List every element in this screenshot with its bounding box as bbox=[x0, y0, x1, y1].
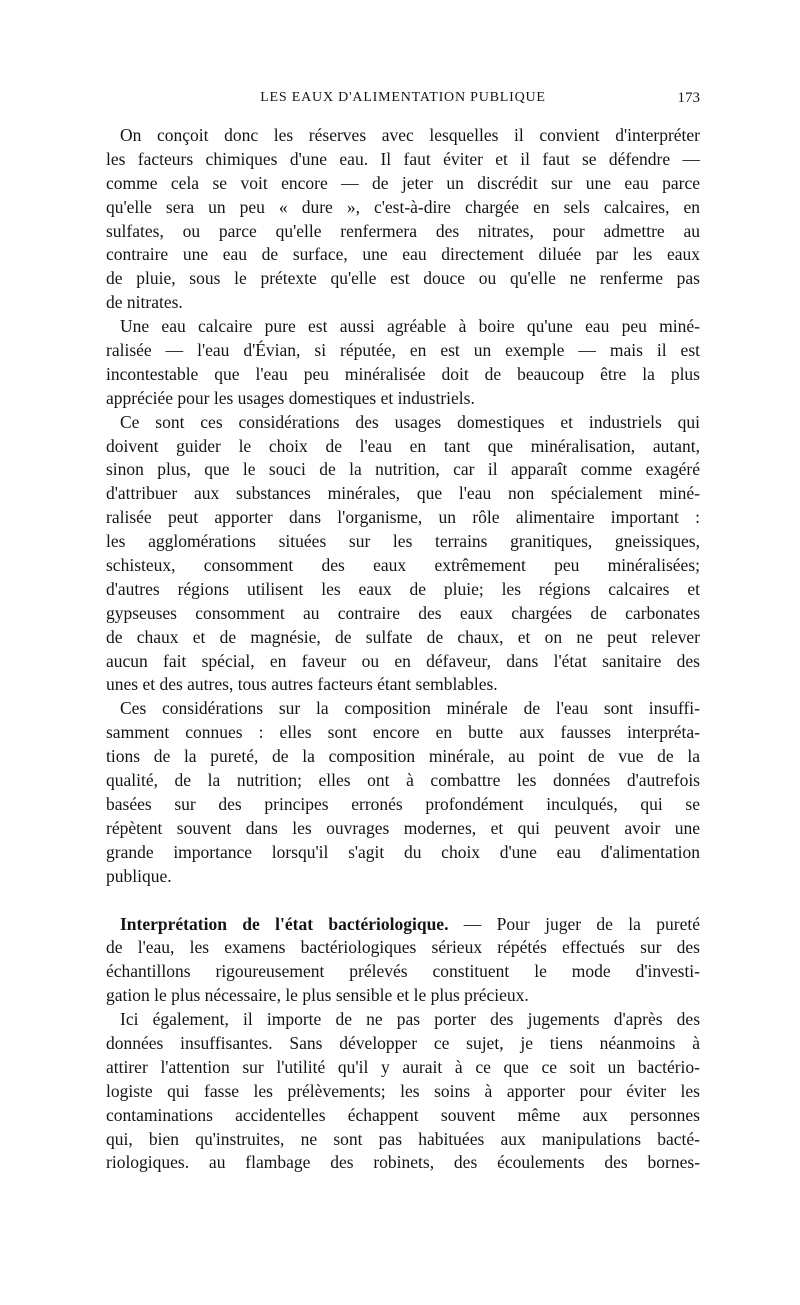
text-line: Ici également, il importe de ne pas porter des jugements d'après des bbox=[120, 1009, 700, 1030]
text-line: sulfates, ou parce qu'elle renfermera des nitrates, pour admettre au bbox=[106, 220, 700, 241]
text-line: Une eau calcaire pure est aussi agréable à boire qu'une eau peu miné- bbox=[120, 316, 700, 337]
text-line: répètent souvent dans les ouvrages modernes, et qui peuvent avoir une bbox=[106, 817, 700, 838]
section-gap bbox=[106, 889, 700, 913]
running-head bbox=[106, 90, 700, 112]
text-line: doivent guider le choix de l'eau en tant que minéralisation, autant, bbox=[106, 435, 700, 456]
text-line: données insuffisantes. Sans développer ce sujet, je tiens néanmoins à bbox=[106, 1032, 700, 1053]
text-line: logiste qui fasse les prélèvements; les soins à apporter pour éviter les bbox=[106, 1080, 700, 1101]
text-line: de l'eau, les examens bactériologiques sérieux répétés effectués sur des bbox=[106, 937, 700, 958]
text-line: qu'elle sera un peu « dure », c'est-à-dire chargée en sels calcaires, en bbox=[106, 196, 700, 217]
text-line: échantillons rigoureusement prélevés constituent le mode d'investi- bbox=[106, 961, 700, 982]
text-line: basées sur des principes erronés profondément inculqués, qui se bbox=[106, 793, 700, 814]
text-line: grande importance lorsqu'il s'agit du choix d'une eau d'alimentation bbox=[106, 841, 700, 862]
text-line: de pluie, sous le prétexte qu'elle est douce ou qu'elle ne renferme pas bbox=[106, 268, 700, 289]
text-line: ralisée peut apporter dans l'organisme, un rôle alimentaire important : bbox=[106, 507, 700, 528]
text-line: attirer l'attention sur l'utilité qu'il y aurait à ce que ce soit un bactério- bbox=[106, 1056, 700, 1077]
text-line: ralisée — l'eau d'Évian, si réputée, en est un exemple — mais il est bbox=[106, 340, 700, 361]
text-line: Ce sont ces considérations des usages domestiques et industriels qui bbox=[120, 411, 700, 432]
section-heading-continuation: — Pour juger de la pureté bbox=[448, 913, 700, 934]
text-line: de chaux et de magnésie, de sulfate de chaux, et on ne peut relever bbox=[106, 626, 700, 647]
text-line: qualité, de la nutrition; elles ont à combattre les données d'autrefois bbox=[106, 770, 700, 791]
text-line: incontestable que l'eau peu minéralisée doit de beaucoup être la plus bbox=[106, 363, 700, 384]
text-line: On conçoit donc les réserves avec lesquelles il convient d'interpréter bbox=[120, 125, 700, 145]
text-line: aucun fait spécial, en faveur ou en défaveur, dans l'état sanitaire des bbox=[106, 650, 700, 671]
text-line: les agglomérations situées sur les terrains granitiques, gneissiques, bbox=[106, 531, 700, 552]
text-line: gation le plus nécessaire, le plus sensible et le plus précieux. bbox=[106, 985, 529, 1006]
text-line: Ces considérations sur la composition minérale de l'eau sont insuffi- bbox=[120, 698, 700, 719]
text-line: d'attribuer aux substances minérales, que l'eau non spécialement miné- bbox=[106, 483, 700, 504]
text-line: les facteurs chimiques d'une eau. Il faut éviter et il faut se défendre — bbox=[106, 148, 700, 169]
text-line: contraire une eau de surface, une eau directement diluée par les eaux bbox=[106, 244, 700, 265]
text-line: contaminations accidentelles échappent souvent même aux personnes bbox=[106, 1104, 700, 1125]
text-line bbox=[106, 913, 700, 937]
text-line: schisteux, consomment des eaux extrêmement peu minéralisées; bbox=[106, 555, 700, 576]
text-line: comme cela se voit encore — de jeter un discrédit sur une eau parce bbox=[106, 172, 700, 193]
text-line: qui, bien qu'instruites, ne sont pas habituées aux manipulations bacté- bbox=[106, 1128, 700, 1149]
text-line: appréciée pour les usages domestiques et industriels. bbox=[106, 387, 475, 408]
section-heading: Interprétation de l'état bactériologique. bbox=[120, 913, 449, 934]
text-line: tions de la pureté, de la composition minérale, au point de vue de la bbox=[106, 746, 700, 767]
text-line: publique. bbox=[106, 865, 172, 886]
page-number: 173 bbox=[677, 90, 700, 106]
text-line: riologiques. au flambage des robinets, des écoulements des bornes- bbox=[106, 1152, 700, 1173]
text-line: samment connues : elles sont encore en butte aux fausses interpréta- bbox=[106, 722, 700, 743]
text-line: sinon plus, que le souci de la nutrition, car il apparaît comme exagéré bbox=[106, 459, 700, 480]
running-title: LES EAUX D'ALIMENTATION PUBLIQUE bbox=[260, 90, 546, 105]
text-line: de nitrates. bbox=[106, 292, 183, 313]
body-text bbox=[106, 124, 700, 1175]
text-line: d'autres régions utilisent les eaux de pluie; les régions calcaires et bbox=[106, 578, 700, 599]
text-line: unes et des autres, tous autres facteurs étant semblables. bbox=[106, 674, 498, 695]
text-line: gypseuses consomment au contraire des eaux chargées de carbonates bbox=[106, 602, 700, 623]
